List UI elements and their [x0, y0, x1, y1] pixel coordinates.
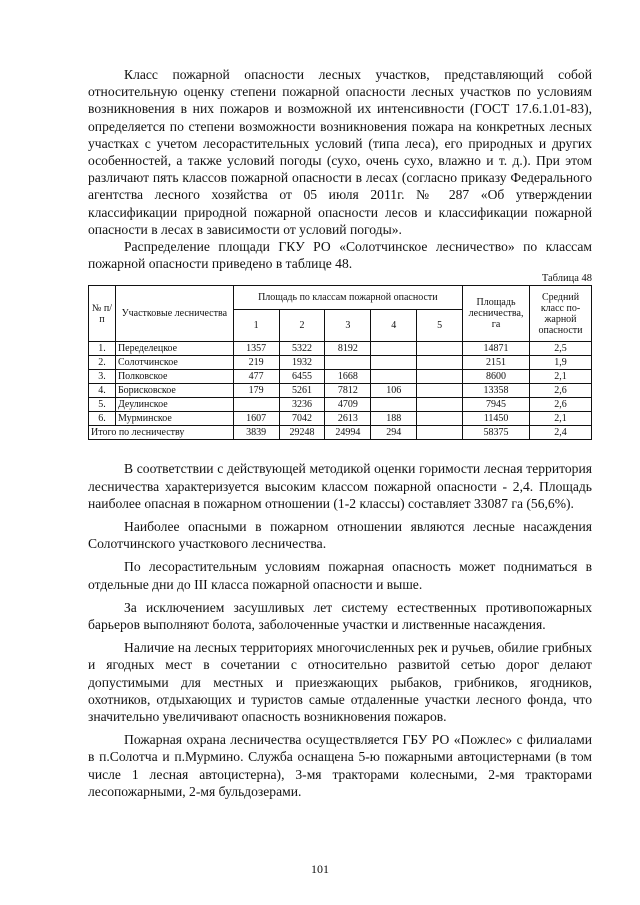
row-class-5 — [417, 370, 463, 384]
table-caption: Таблица 48 — [541, 273, 592, 285]
row-class-1: 477 — [233, 370, 279, 384]
row-class-4 — [371, 398, 417, 412]
header-total-area: Площадь лесничества, га — [463, 286, 530, 342]
row-name: Мурминское — [115, 412, 233, 426]
total-class-4: 294 — [371, 426, 417, 440]
header-avg-class: Средний класс по-жарной опасности — [530, 286, 592, 342]
row-class-3: 2613 — [325, 412, 371, 426]
row-class-1: 179 — [233, 384, 279, 398]
paragraph-methodology: В соответствии с действующей методикой оценки горимости лесная территория лесничества характеризуется высоким классом пожарной опасности - 2,4. Площадь наиболее опасная в пожарном отношении (1-2 классы) составляет 33087 га (56,6%). — [88, 461, 592, 511]
row-num: 5. — [89, 398, 116, 412]
paragraph-most-dangerous: Наиболее опасными в пожарном отношении являются лесные насаждения Солотчинского участкового лесничества. — [88, 519, 592, 552]
row-class-4: 106 — [371, 384, 417, 398]
row-avg: 1,9 — [530, 356, 592, 370]
row-name: Борисковское — [115, 384, 233, 398]
row-class-1: 1607 — [233, 412, 279, 426]
row-name: Полковское — [115, 370, 233, 384]
total-class-2: 29248 — [279, 426, 325, 440]
row-num: 6. — [89, 412, 116, 426]
row-area: 7945 — [463, 398, 530, 412]
fire-class-table — [88, 285, 592, 440]
row-avg: 2,6 — [530, 384, 592, 398]
row-class-4 — [371, 356, 417, 370]
header-class-3: 3 — [325, 310, 371, 342]
row-class-5 — [417, 412, 463, 426]
row-area: 8600 — [463, 370, 530, 384]
row-class-5 — [417, 356, 463, 370]
paragraph-table-intro: Распределение площади ГКУ РО «Солотчинское лесничество» по классам пожарной опасности приведено в таблице 48. — [88, 239, 592, 272]
table-total-row — [89, 426, 592, 440]
document-page — [88, 66, 592, 800]
row-area: 11450 — [463, 412, 530, 426]
row-num: 1. — [89, 342, 116, 356]
row-name: Солотчинское — [115, 356, 233, 370]
row-class-2: 6455 — [279, 370, 325, 384]
row-area: 14871 — [463, 342, 530, 356]
row-num: 4. — [89, 384, 116, 398]
header-class-2: 2 — [279, 310, 325, 342]
header-num: № п/п — [89, 286, 116, 342]
paragraph-forest-conditions: По лесорастительным условиям пожарная опасность может подниматься в отдельные дни до III класса пожарной опасности и выше. — [88, 559, 592, 592]
table-row — [89, 398, 592, 412]
row-class-2: 7042 — [279, 412, 325, 426]
row-name: Деулинское — [115, 398, 233, 412]
row-area: 2151 — [463, 356, 530, 370]
paragraph-fire-class-definition: Класс пожарной опасности лесных участков, представляющий собой относительную оценку степени пожарной опасности лесных участков по условиям возникновения в них пожаров и возможной их интенсивности (ГОСТ 17.6.1.01-83), определяется по степени возможности возникновения пожара на конкретных лесных участках с учетом лесорастительных условий (типа леса), его природных и других особенностей, а также условий погоды (сухо, очень сухо, влажно и т. д.). При этом различают пять классов пожарной опасности в лесах (согласно приказу Федерального агентства лесного хозяйства от 05 июля 2011г. № 287 «Об утверждении классификации природной пожарной опасности лесов и классификации пожарной опасности в лесах в зависимости от условий погоды». — [88, 67, 592, 237]
row-class-3: 4709 — [325, 398, 371, 412]
row-class-3: 8192 — [325, 342, 371, 356]
row-class-5 — [417, 384, 463, 398]
row-class-4 — [371, 342, 417, 356]
row-class-2: 3236 — [279, 398, 325, 412]
row-class-1: 219 — [233, 356, 279, 370]
row-class-1: 1357 — [233, 342, 279, 356]
table-row — [89, 370, 592, 384]
table-row — [89, 412, 592, 426]
paragraph-fire-protection: Пожарная охрана лесничества осуществляется ГБУ РО «Пожлес» с филиалами в п.Солотча и п.Мурмино. Служба оснащена 5-ю пожарными автоцистернами (в том числе 1 лесная автоцистерна), 3-мя тракторами колесными, 2-мя тракторами лесопожарными, 2-мя бульдозерами. — [88, 732, 592, 799]
row-class-3 — [325, 356, 371, 370]
row-class-3: 1668 — [325, 370, 371, 384]
table-row — [89, 342, 592, 356]
row-class-4: 188 — [371, 412, 417, 426]
row-class-5 — [417, 342, 463, 356]
total-label: Итого по лесничеству — [89, 426, 234, 440]
table-row — [89, 384, 592, 398]
total-class-1: 3839 — [233, 426, 279, 440]
row-avg: 2,1 — [530, 412, 592, 426]
header-class-1: 1 — [233, 310, 279, 342]
row-class-1 — [233, 398, 279, 412]
header-class-4: 4 — [371, 310, 417, 342]
row-area: 13358 — [463, 384, 530, 398]
row-class-2: 1932 — [279, 356, 325, 370]
row-class-2: 5261 — [279, 384, 325, 398]
row-avg: 2,1 — [530, 370, 592, 384]
row-name: Переделецкое — [115, 342, 233, 356]
total-class-5 — [417, 426, 463, 440]
total-avg: 2,4 — [530, 426, 592, 440]
total-area: 58375 — [463, 426, 530, 440]
row-num: 3. — [89, 370, 116, 384]
row-avg: 2,6 — [530, 398, 592, 412]
paragraph-natural-barriers: За исключением засушливых лет систему естественных противопожарных барьеров выполняют болота, заболоченные участки и лиственные насаждения. — [88, 599, 592, 633]
header-class-5: 5 — [417, 310, 463, 342]
header-area-by-class: Площадь по классам пожарной опасности — [233, 286, 462, 310]
total-class-3: 24994 — [325, 426, 371, 440]
row-class-4 — [371, 370, 417, 384]
table-row — [89, 356, 592, 370]
page-number: 101 — [311, 862, 329, 876]
row-class-5 — [417, 398, 463, 412]
paragraph-rivers-visitors: Наличие на лесных территориях многочисленных рек и ручьев, обилие грибных и ягодных мест в сочетании с относительно развитой сетью дорог делают допустимыми для местных и приезжающих рыбаков, грибников, ягодников, охотников, отдыхающих и туристов самые отдаленные участки лесного фонда, что значительно увеличивают опасность возникновения пожаров. — [88, 640, 592, 725]
row-class-2: 5322 — [279, 342, 325, 356]
header-name: Участковые лесничества — [115, 286, 233, 342]
row-avg: 2,5 — [530, 342, 592, 356]
row-class-3: 7812 — [325, 384, 371, 398]
row-num: 2. — [89, 356, 116, 370]
